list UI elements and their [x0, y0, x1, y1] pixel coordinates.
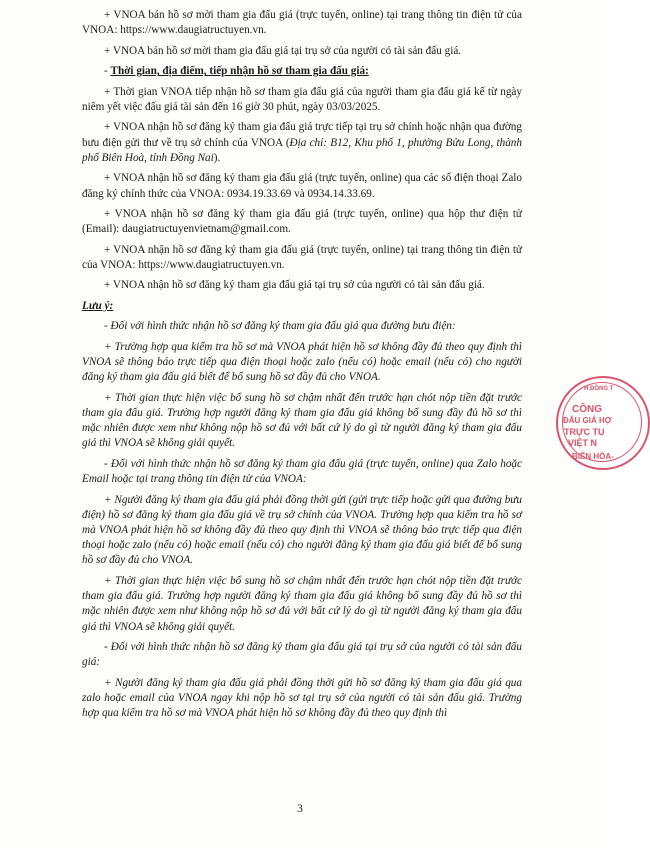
- company-seal: [556, 376, 650, 470]
- text-run: Địa chỉ: B12, Khu phố 1, phường Bửu Long, thành phố Biên Hoà, tỉnh Đồng Nai: [82, 136, 522, 164]
- paragraph: [82, 493, 522, 569]
- paragraph: [82, 44, 522, 59]
- paragraph: [82, 120, 522, 166]
- text-run: + VNOA nhận hồ sơ đăng ký tham gia đấu giá trực tiếp tại trụ sở chính hoặc nhận qua đường bưu điện gửi thư về trụ sở chính của VNOA (: [82, 121, 522, 149]
- text-run: + Thời gian thực hiện việc bổ sung hồ sơ chậm nhất đến trước hạn chót nộp tiền đặt trước tham gia đấu giá. Trường hợp người đăng ký tham gia đấu giá không bổ sung đầy đủ hồ sơ thì mặc nhiên được xem như không nộp hồ sơ đủ với bất cứ lý do gì từ người đăng ký tham gia đấu giá thì VNOA sẽ không giải quyết.: [82, 574, 522, 633]
- text-run: + VNOA nhận hồ sơ đăng ký tham gia đấu giá (trực tuyến, online) qua các số điện thoại Zalo đăng ký chính thức của VNOA: 0934.19.33.69 và 0934.14.33.69.: [82, 172, 522, 200]
- seal-line-4: VIỆT N: [568, 438, 598, 448]
- paragraph: [82, 391, 522, 452]
- text-run: Lưu ý:: [82, 299, 114, 312]
- text-run: + Trường hợp qua kiểm tra hồ sơ mà VNOA phát hiện hồ sơ không đầy đủ theo quy định thì VNOA sẽ thông báo trực tiếp qua điện thoại hoặc zalo (nếu có) hoặc email (nếu có) cho người đăng ký tham gia đấu giá biết để bổ sung hồ sơ đầy đủ cho VNOA.: [82, 340, 522, 384]
- text-run: + Người đăng ký tham gia đấu giá phải đồng thời gửi hồ sơ đăng ký tham gia đấu giá qua zalo hoặc email của VNOA ngay khi nộp hồ sơ tại trụ sở của người có tài sản đấu giá. Trường hợp qua kiểm tra hồ sơ mà VNOA phát hiện hồ sơ không đầy đủ theo quy định thì: [82, 676, 522, 720]
- paragraph: [82, 299, 522, 314]
- text-run: + VNOA nhận hồ sơ đăng ký tham gia đấu giá (trực tuyến, online) tại trang thông tin điện tử của VNOA: https://www.daugiatructuyen.vn.: [82, 243, 522, 271]
- text-run: + Thời gian VNOA tiếp nhận hồ sơ tham gia đấu giá của người tham gia đấu giá kể từ ngày niêm yết việc đấu giá tài sản đến 16 giờ 30 phút, ngày 03/03/2025.: [82, 85, 522, 113]
- text-run: + Thời gian thực hiện việc bổ sung hồ sơ chậm nhất đến trước hạn chót nộp tiền đặt trước tham gia đấu giá. Trường hợp người đăng ký tham gia đấu giá không bổ sung đầy đủ hồ sơ thì mặc nhiên được xem như không nộp hồ sơ đủ với bất cứ lý do gì từ người đăng ký tham gia đấu giá thì VNOA sẽ không giải quyết.: [82, 391, 522, 450]
- paragraph: [82, 171, 522, 201]
- text-run: - Đối với hình thức nhận hồ sơ đăng ký tham gia đấu giá qua đường bưu điện:: [104, 320, 456, 333]
- text-run: - Đối với hình thức nhận hồ sơ đăng ký tham gia đấu giá (trực tuyến, online) qua Zalo hoặc Email hoặc tại trang thông tin điện tử của VNOA:: [82, 457, 522, 486]
- paragraph: [82, 64, 522, 79]
- seal-bottom-text: BIÊN HÒA-: [572, 452, 614, 461]
- text-run: Thời gian, địa điểm, tiếp nhận hồ sơ tham gia đấu giá:: [110, 65, 369, 78]
- paragraph: [82, 207, 522, 237]
- document-body: [82, 8, 522, 727]
- seal-line-3: TRỰC TU: [564, 427, 605, 437]
- seal-line-2: ĐẤU GIÁ HỢ: [563, 416, 612, 425]
- text-run: + VNOA nhận hồ sơ đăng ký tham gia đấu giá tại trụ sở của người có tài sản đấu giá.: [104, 279, 485, 292]
- paragraph: [82, 574, 522, 635]
- paragraph: [82, 243, 522, 273]
- page-number: 3: [297, 803, 303, 815]
- text-run: -: [104, 65, 111, 78]
- seal-top-text: H.ĐỒNG T: [584, 386, 614, 392]
- text-run: + Người đăng ký tham gia đấu giá phải đồng thời gửi (gửi trực tiếp hoặc gửi qua đường bưu điện) hồ sơ đăng ký tham gia đấu giá về trụ sở chính của VNOA. Trường hợp qua kiểm tra hồ sơ mà VNOA phát hiện hồ sơ không đầy đủ theo quy định thì VNOA sẽ thông báo trực tiếp qua điện thoại hoặc zalo (nếu có) hoặc email (nếu có) cho người đăng ký tham gia đấu giá biết để bổ sung hồ sơ đầy đủ cho VNOA.: [82, 493, 522, 567]
- text-run: + VNOA nhận hồ sơ đăng ký tham gia đấu giá (trực tuyến, online) qua hộp thư điện tử (Email): daugiatructuyenvietnam@gmail.com.: [82, 208, 522, 236]
- paragraph: [82, 8, 522, 38]
- text-run: + VNOA bán hồ sơ mời tham gia đấu giá tại trụ sở của người có tài sản đấu giá.: [104, 44, 462, 57]
- seal-line-1: CÔNG: [572, 404, 602, 415]
- text-run: ).: [213, 151, 221, 164]
- text-run: + VNOA bán hồ sơ mời tham gia đấu giá (trực tuyến, online) tại trang thông tin điện tử của VNOA: https://www.daugiatructuyen.vn.: [82, 9, 522, 37]
- paragraph: [82, 340, 522, 386]
- paragraph: [82, 640, 522, 670]
- text-run: - Đối với hình thức nhận hồ sơ đăng ký tham gia đấu giá tại trụ sở của người có tài sản đấu giá:: [82, 641, 522, 669]
- paragraph: [82, 457, 522, 487]
- paragraph: [82, 85, 522, 115]
- paragraph: [82, 278, 522, 293]
- paragraph: [82, 319, 522, 334]
- paragraph: [82, 676, 522, 722]
